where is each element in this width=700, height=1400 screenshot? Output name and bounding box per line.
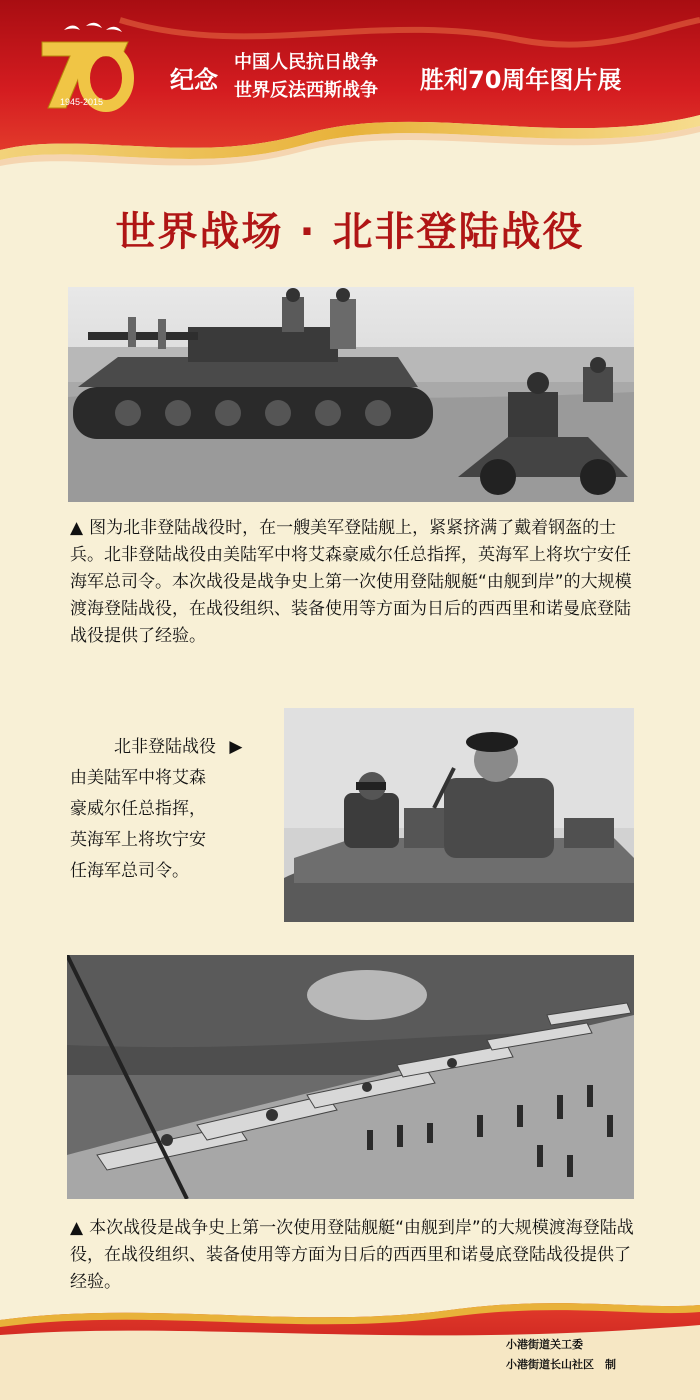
photo-aircraft-carrier-deck [67,955,634,1199]
footer-organizer-1: 小港街道关工委 [506,1338,583,1351]
side-caption-line: 由美陆军中将艾森 [70,768,206,788]
triangle-up-icon: ▲ [70,518,84,538]
photo-tank-motorcycle [68,287,634,502]
photo-commander-in-tank [284,708,634,922]
header-banner [0,0,700,170]
header-line-1: 中国人民抗日战争 [234,52,378,73]
page-title: 世界战场 · 北非登陆战役 [115,209,585,255]
triangle-right-icon: ▶ [229,737,243,757]
caption-bottom [70,1215,638,1296]
header-prefix: 纪念 [170,66,218,94]
footer-banner [0,1290,700,1400]
caption-top [70,515,638,650]
side-caption-heading: 北非登陆战役 [114,737,216,757]
logo-years: 1945-2015 [60,97,104,107]
header-line-2: 世界反法西斯战争 [234,80,378,101]
side-caption-heading-row [70,732,280,763]
side-caption-line: 豪威尔任总指挥， [70,799,206,819]
header-suffix: 胜利70周年图片展 [420,66,622,94]
caption-top-text: 图为北非登陆战役时，在一艘美军登陆舰上，紧紧挤满了戴着钢盔的士兵。北非登陆战役由美陆军中将艾森豪威尔任总指挥，英海军上将坎宁安任海军总司令。本次战役是战争史上第一次使用登陆舰艇“由舰到岸”的大规模渡海登陆战役，在战役组织、装备使用等方面为日后的西西里和诺曼底登陆战役提供了经验。 [70,518,632,646]
side-caption-line: 任海军总司令。 [70,861,189,881]
side-caption [70,732,280,887]
caption-bottom-text: 本次战役是战争史上第一次使用登陆舰艇“由舰到岸”的大规模渡海登陆战役，在战役组织、装备使用等方面为日后的西西里和诺曼底登陆战役提供了经验。 [70,1218,634,1292]
triangle-up-icon: ▲ [70,1218,84,1238]
footer-organizer-2: 小港街道长山社区 制 [506,1358,616,1371]
side-caption-line: 英海军上将坎宁安 [70,830,206,850]
